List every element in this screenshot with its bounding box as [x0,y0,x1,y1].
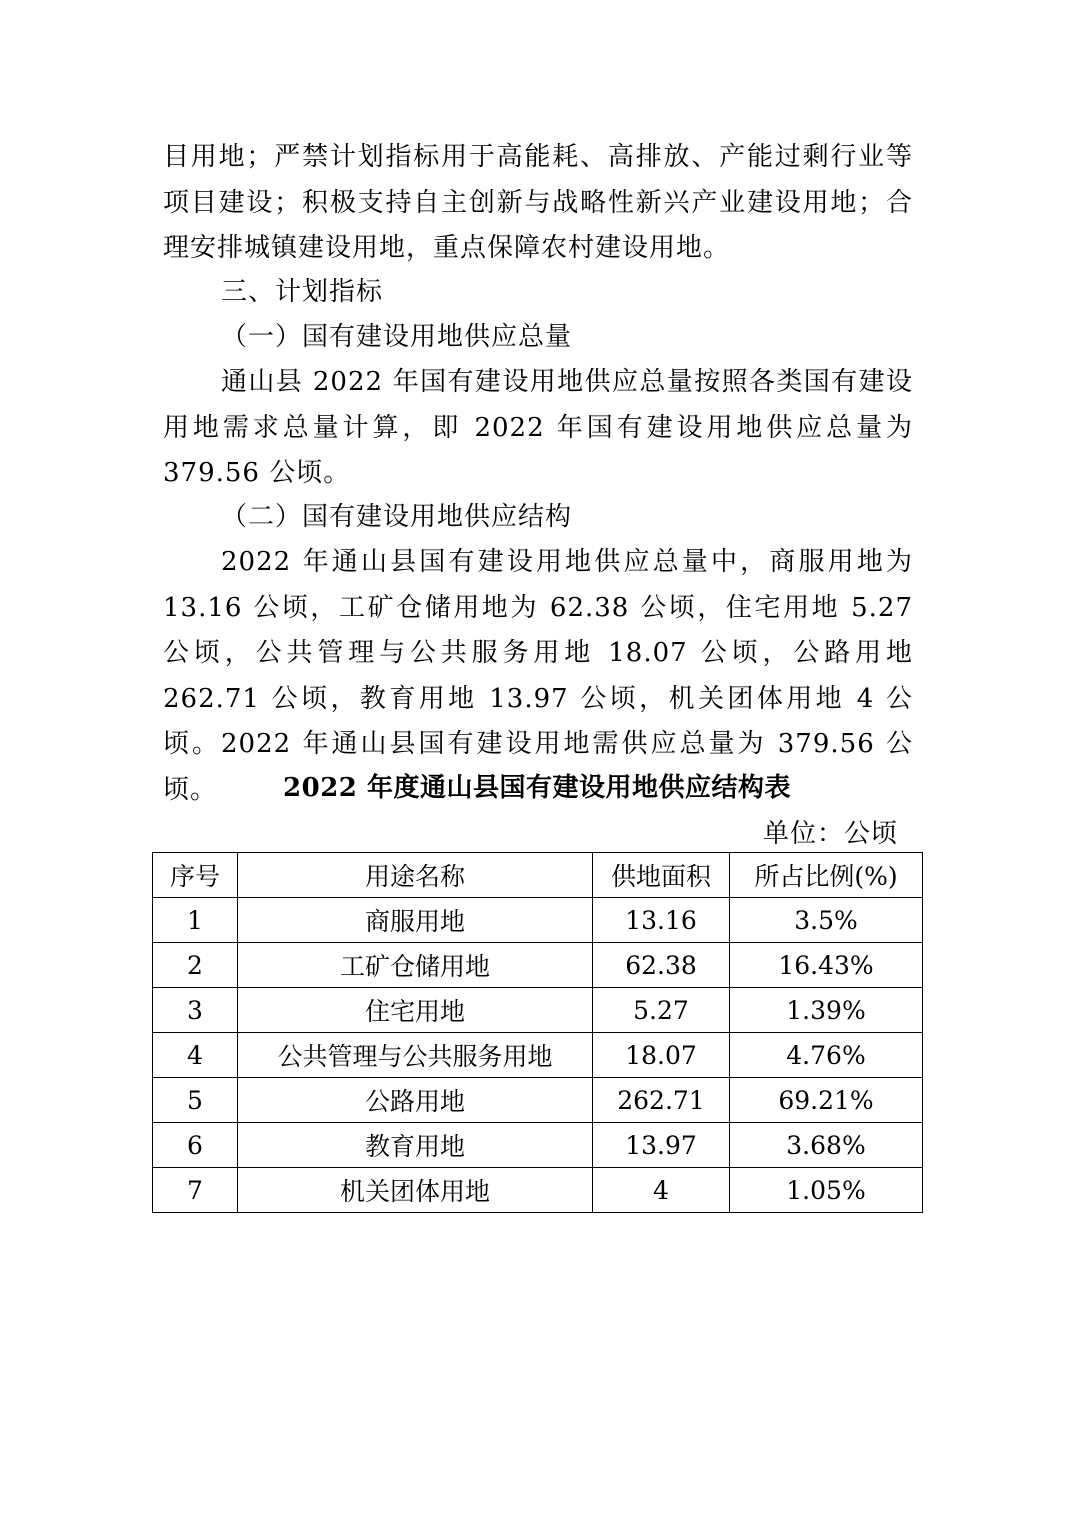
header-index: 序号 [153,853,238,898]
cell-supply-area: 62.38 [593,943,730,988]
cell-index: 7 [153,1168,238,1213]
cell-usage-name: 教育用地 [238,1123,593,1168]
paragraph-total-supply: 通山县 2022 年国有建设用地供应总量按照各类国有建设用地需求总量计算，即 2022 年国有建设用地供应总量为 379.56 公顷。 [163,367,913,488]
cell-supply-area: 5.27 [593,988,730,1033]
subheading-total-supply: （一）国有建设用地供应总量 [221,322,573,352]
header-usage-name: 用途名称 [238,853,593,898]
cell-index: 5 [153,1078,238,1123]
table-row [153,988,923,1033]
cell-supply-area: 13.16 [593,898,730,943]
cell-usage-name: 机关团体用地 [238,1168,593,1213]
cell-usage-name: 公共管理与公共服务用地 [238,1033,593,1078]
cell-index: 6 [153,1123,238,1168]
cell-index: 2 [153,943,238,988]
cell-index: 4 [153,1033,238,1078]
cell-supply-area: 4 [593,1168,730,1213]
cell-percentage: 1.39% [730,988,923,1033]
cell-percentage: 3.5% [730,898,923,943]
table-row [153,943,923,988]
cell-percentage: 16.43% [730,943,923,988]
table-unit-label: 单位：公顷 [762,819,898,849]
header-supply-area: 供地面积 [593,853,730,898]
cell-index: 1 [153,898,238,943]
table-row [153,1123,923,1168]
cell-index: 3 [153,988,238,1033]
supply-structure-table [152,852,923,1213]
paragraph-supply-structure: 2022 年通山县国有建设用地供应总量中，商服用地为 13.16 公顷，工矿仓储用地为 62.38 公顷，住宅用地 5.27 公顷，公共管理与公共服务用地 18.07 公顷，公路用地 262.71 公顷，教育用地 13.97 公顷，机关团体用地 4 公顷。2022 年通山县国有建设用地需供应总量为 379.56 公顷。 [163,547,913,805]
cell-usage-name: 公路用地 [238,1078,593,1123]
table-row [153,898,923,943]
cell-usage-name: 工矿仓储用地 [238,943,593,988]
table-title: 2022 年度通山县国有建设用地供应结构表 [283,773,791,803]
table-row [153,1033,923,1078]
cell-percentage: 3.68% [730,1123,923,1168]
cell-percentage: 69.21% [730,1078,923,1123]
cell-usage-name: 住宅用地 [238,988,593,1033]
table-header-row [153,853,923,898]
paragraph-land-policy: 目用地；严禁计划指标用于高能耗、高排放、产能过剩行业等项目建设；积极支持自主创新与战略性新兴产业建设用地；合理安排城镇建设用地，重点保障农村建设用地。 [163,142,913,263]
table-row [153,1078,923,1123]
subheading-supply-structure: （二）国有建设用地供应结构 [221,502,573,532]
cell-supply-area: 13.97 [593,1123,730,1168]
section-heading-plan-indicators: 三、计划指标 [221,277,384,307]
cell-supply-area: 18.07 [593,1033,730,1078]
cell-percentage: 4.76% [730,1033,923,1078]
cell-supply-area: 262.71 [593,1078,730,1123]
cell-percentage: 1.05% [730,1168,923,1213]
cell-usage-name: 商服用地 [238,898,593,943]
header-percentage: 所占比例(%) [730,853,923,898]
table-row [153,1168,923,1213]
